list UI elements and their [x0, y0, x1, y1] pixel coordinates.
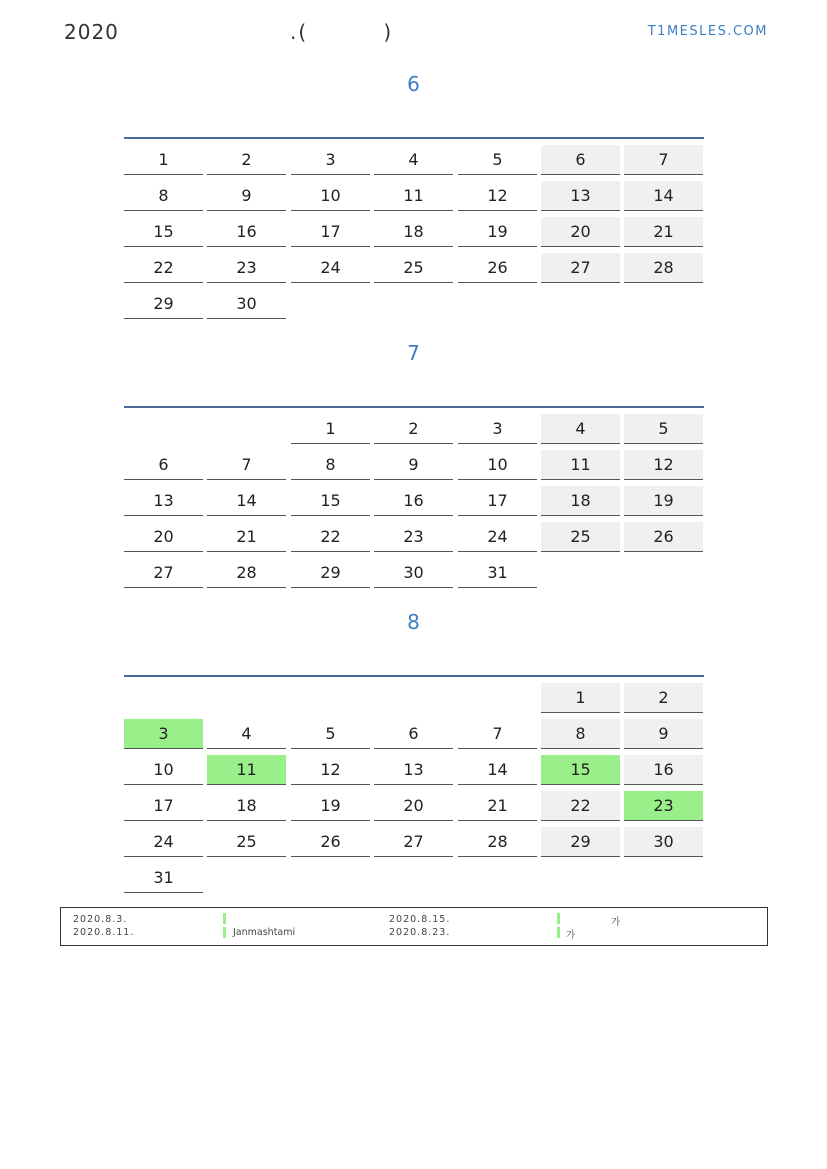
day-cell[interactable]: 20: [374, 791, 453, 821]
month-grid: [124, 406, 704, 582]
day-cell[interactable]: 14: [458, 755, 537, 785]
day-cell[interactable]: 18: [207, 791, 286, 821]
day-cell[interactable]: 30: [374, 558, 453, 588]
day-cell[interactable]: 23: [207, 253, 286, 283]
day-cell[interactable]: 13: [374, 755, 453, 785]
legend-date: 2020.8.3.: [73, 914, 128, 925]
year-label: 2020: [64, 20, 119, 44]
day-cell[interactable]: 21: [458, 791, 537, 821]
day-cell[interactable]: 27: [541, 253, 620, 283]
day-cell[interactable]: 6: [124, 450, 203, 480]
day-cell[interactable]: 20: [541, 217, 620, 247]
day-cell[interactable]: 16: [624, 755, 703, 785]
day-cell[interactable]: 1: [291, 414, 370, 444]
day-cell[interactable]: 11: [541, 450, 620, 480]
day-cell[interactable]: 2: [374, 414, 453, 444]
day-cell[interactable]: 19: [291, 791, 370, 821]
day-cell[interactable]: 28: [624, 253, 703, 283]
day-cell[interactable]: 15: [541, 755, 620, 785]
day-cell[interactable]: 16: [374, 486, 453, 516]
day-cell[interactable]: 8: [124, 181, 203, 211]
day-cell[interactable]: 29: [541, 827, 620, 857]
day-cell[interactable]: 10: [124, 755, 203, 785]
day-cell[interactable]: 22: [124, 253, 203, 283]
day-cell[interactable]: 24: [458, 522, 537, 552]
day-cell[interactable]: 25: [541, 522, 620, 552]
day-cell[interactable]: 4: [541, 414, 620, 444]
day-cell[interactable]: 30: [624, 827, 703, 857]
month-top-rule: [124, 675, 704, 677]
day-cell[interactable]: 10: [458, 450, 537, 480]
legend-date: 2020.8.15.: [389, 914, 451, 925]
holiday-legend: [60, 907, 768, 946]
legend-name: 가: [611, 917, 622, 928]
day-cell[interactable]: 18: [541, 486, 620, 516]
day-cell[interactable]: 28: [458, 827, 537, 857]
day-cell[interactable]: 26: [624, 522, 703, 552]
day-cell[interactable]: 6: [541, 145, 620, 175]
day-cell[interactable]: 15: [291, 486, 370, 516]
day-cell[interactable]: 11: [374, 181, 453, 211]
day-cell[interactable]: 22: [541, 791, 620, 821]
day-cell[interactable]: 14: [624, 181, 703, 211]
day-cell[interactable]: 22: [291, 522, 370, 552]
day-cell[interactable]: 12: [291, 755, 370, 785]
day-cell[interactable]: 3: [124, 719, 203, 749]
day-cell[interactable]: 21: [207, 522, 286, 552]
day-cell[interactable]: 24: [124, 827, 203, 857]
day-cell[interactable]: 26: [291, 827, 370, 857]
legend-color-bar: [223, 913, 226, 924]
day-cell[interactable]: 26: [458, 253, 537, 283]
day-cell[interactable]: 5: [458, 145, 537, 175]
legend-date: 2020.8.11.: [73, 927, 135, 938]
day-cell[interactable]: 17: [124, 791, 203, 821]
day-cell[interactable]: 7: [458, 719, 537, 749]
day-cell[interactable]: 3: [291, 145, 370, 175]
day-cell[interactable]: 29: [124, 289, 203, 319]
day-cell[interactable]: 1: [541, 683, 620, 713]
day-cell[interactable]: 3: [458, 414, 537, 444]
day-cell[interactable]: 30: [207, 289, 286, 319]
day-cell[interactable]: 27: [374, 827, 453, 857]
day-cell[interactable]: 23: [624, 791, 703, 821]
day-cell[interactable]: 11: [207, 755, 286, 785]
day-cell[interactable]: 20: [124, 522, 203, 552]
site-link[interactable]: T1MESLES.COM: [647, 24, 768, 39]
legend-name: 가: [566, 930, 577, 941]
day-cell[interactable]: 12: [458, 181, 537, 211]
legend-date: 2020.8.23.: [389, 927, 451, 938]
day-cell[interactable]: 19: [624, 486, 703, 516]
day-cell[interactable]: 8: [291, 450, 370, 480]
day-cell[interactable]: 4: [374, 145, 453, 175]
day-cell[interactable]: 2: [624, 683, 703, 713]
day-cell[interactable]: 14: [207, 486, 286, 516]
month-grid: [124, 675, 704, 887]
day-cell[interactable]: 27: [124, 558, 203, 588]
legend-color-bar: [223, 927, 226, 938]
day-cell[interactable]: 29: [291, 558, 370, 588]
day-cell[interactable]: 24: [291, 253, 370, 283]
day-cell[interactable]: 6: [374, 719, 453, 749]
day-cell[interactable]: 10: [291, 181, 370, 211]
legend-name: Janmashtami: [233, 927, 296, 938]
month-top-rule: [124, 137, 704, 139]
day-cell[interactable]: 16: [207, 217, 286, 247]
day-cell[interactable]: 7: [624, 145, 703, 175]
day-cell[interactable]: 17: [458, 486, 537, 516]
day-cell[interactable]: 25: [207, 827, 286, 857]
day-cell[interactable]: 28: [207, 558, 286, 588]
legend-color-bar: [557, 913, 560, 924]
day-cell[interactable]: 18: [374, 217, 453, 247]
day-cell[interactable]: 1: [124, 145, 203, 175]
day-cell[interactable]: 15: [124, 217, 203, 247]
page-header: [62, 20, 768, 46]
day-cell[interactable]: 13: [541, 181, 620, 211]
day-cell[interactable]: 13: [124, 486, 203, 516]
month-title: 7: [407, 341, 420, 365]
page-subtitle: .( ): [290, 20, 394, 44]
day-cell[interactable]: 5: [624, 414, 703, 444]
day-cell[interactable]: 9: [374, 450, 453, 480]
month-title: 6: [407, 72, 420, 96]
day-cell[interactable]: 8: [541, 719, 620, 749]
month-title: 8: [407, 610, 420, 634]
legend-color-bar: [557, 927, 560, 938]
day-cell[interactable]: 12: [624, 450, 703, 480]
day-cell[interactable]: 5: [291, 719, 370, 749]
month-top-rule: [124, 406, 704, 408]
day-cell[interactable]: 9: [207, 181, 286, 211]
day-cell[interactable]: 25: [374, 253, 453, 283]
day-cell[interactable]: 31: [124, 863, 203, 893]
month-grid: [124, 137, 704, 313]
day-cell[interactable]: 7: [207, 450, 286, 480]
day-cell[interactable]: 23: [374, 522, 453, 552]
day-cell[interactable]: 4: [207, 719, 286, 749]
day-cell[interactable]: 2: [207, 145, 286, 175]
day-cell[interactable]: 19: [458, 217, 537, 247]
day-cell[interactable]: 9: [624, 719, 703, 749]
day-cell[interactable]: 21: [624, 217, 703, 247]
day-cell[interactable]: 17: [291, 217, 370, 247]
day-cell[interactable]: 31: [458, 558, 537, 588]
